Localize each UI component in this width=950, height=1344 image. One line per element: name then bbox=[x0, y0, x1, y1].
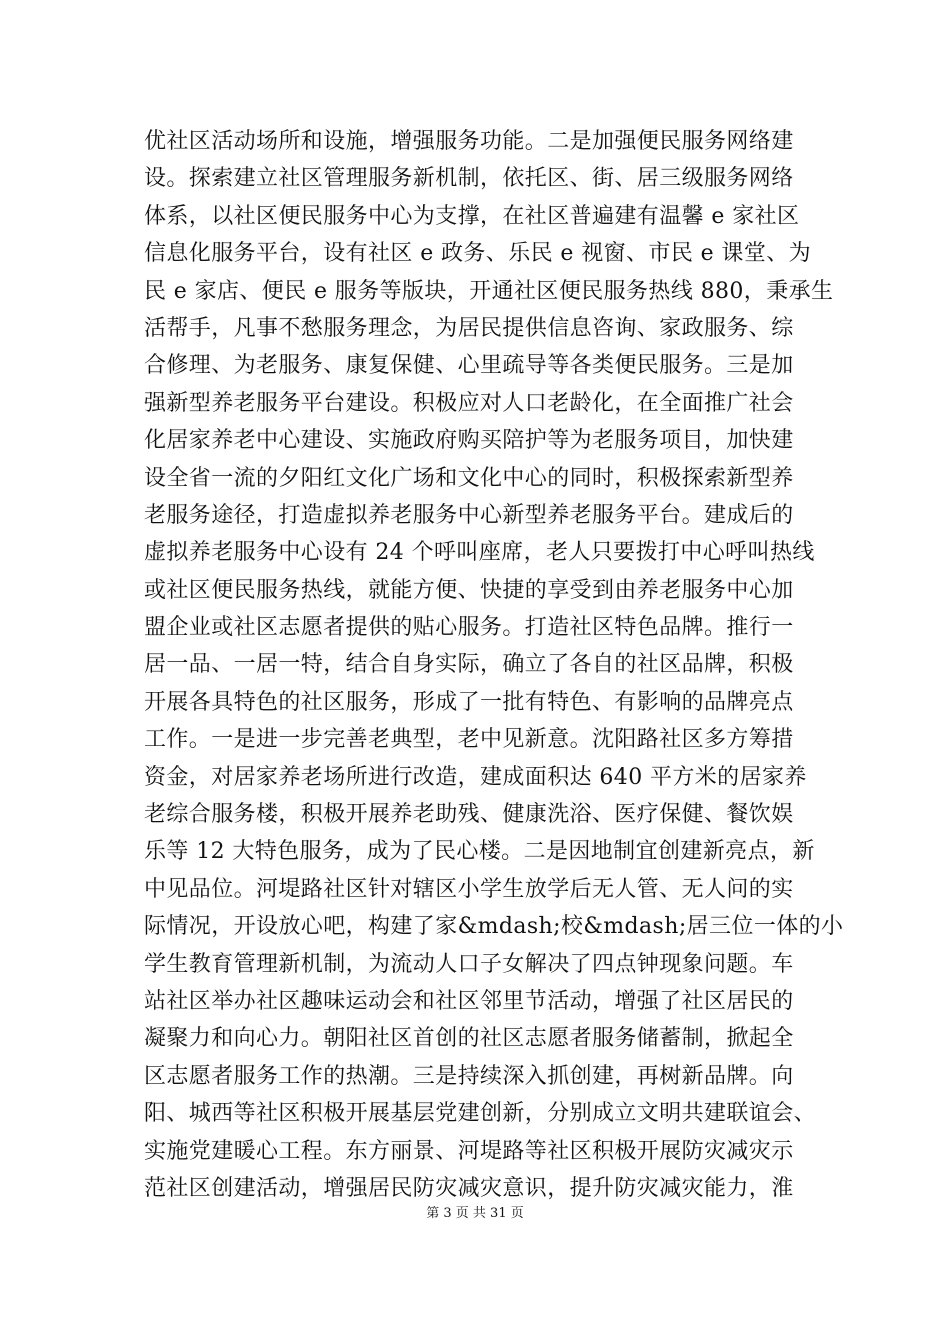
text-line: 体系，以社区便民服务中心为支撑，在社区普遍建有温馨 e 家社区 bbox=[144, 203, 800, 229]
text-line: 盟企业或社区志愿者提供的贴心服务。打造社区特色品牌。推行一 bbox=[144, 615, 794, 641]
text-line: 乐等 12 大特色服务，成为了民心楼。二是因地制宜创建新亮点，新 bbox=[144, 839, 815, 865]
text-line: 设全省一流的夕阳红文化广场和文化中心的同时，积极探索新型养 bbox=[144, 465, 794, 491]
text-line: 阳、城西等社区积极开展基层党建创新，分别成立文明共建联谊会、 bbox=[144, 1101, 817, 1127]
text-line: 民 e 家店、便民 e 服务等版块，开通社区便民服务热线 880，秉承生 bbox=[144, 278, 834, 304]
text-line: 老综合服务楼，积极开展养老助残、健康洗浴、医疗保健、餐饮娱 bbox=[144, 802, 794, 828]
text-line: 优社区活动场所和设施，增强服务功能。二是加强便民服务网络建 bbox=[144, 129, 794, 154]
text-line: 际情况，开设放心吧，构建了家&mdash;校&mdash;居三位一体的小 bbox=[144, 914, 844, 940]
text-line: 区志愿者服务工作的热潮。三是持续深入抓创建，再树新品牌。向 bbox=[144, 1063, 794, 1089]
text-line: 学生教育管理新机制，为流动人口子女解决了四点钟现象问题。车 bbox=[144, 951, 794, 977]
text-line: 合修理、为老服务、康复保健、心里疏导等各类便民服务。三是加 bbox=[144, 353, 794, 379]
text-line: 工作。一是进一步完善老典型，老中见新意。沈阳路社区多方筹措 bbox=[144, 727, 794, 753]
text-line: 凝聚力和向心力。朝阳社区首创的社区志愿者服务储蓄制，掀起全 bbox=[144, 1026, 794, 1052]
text-line: 站社区举办社区趣味运动会和社区邻里节活动，增强了社区居民的 bbox=[144, 988, 794, 1014]
text-line: 中见品位。河堤路社区针对辖区小学生放学后无人管、无人问的实 bbox=[144, 876, 794, 902]
text-line: 老服务途径，打造虚拟养老服务中心新型养老服务平台。建成后的 bbox=[144, 502, 794, 528]
text-line: 范社区创建活动，增强居民防灾减灾意识，提升防灾减灾能力，淮 bbox=[144, 1175, 794, 1201]
text-line: 设。探索建立社区管理服务新机制，依托区、街、居三级服务网络 bbox=[144, 166, 794, 192]
text-line: 居一品、一居一特，结合自身实际，确立了各自的社区品牌，积极 bbox=[144, 652, 794, 678]
text-line: 开展各具特色的社区服务，形成了一批有特色、有影响的品牌亮点 bbox=[144, 689, 794, 715]
text-line: 信息化服务平台，设有社区 e 政务、乐民 e 视窗、市民 e 课堂、为 bbox=[144, 241, 812, 267]
page-footer: 第 3 页 共 31 页 bbox=[426, 1206, 524, 1221]
text-line: 强新型养老服务平台建设。积极应对人口老龄化，在全面推广社会 bbox=[144, 390, 794, 416]
text-line: 活帮手，凡事不愁服务理念，为居民提供信息咨询、家政服务、综 bbox=[144, 315, 794, 341]
text-line: 资金，对居家养老场所进行改造，建成面积达 640 平方米的居家养 bbox=[144, 764, 807, 790]
text-line: 虚拟养老服务中心设有 24 个呼叫座席，老人只要拨打中心呼叫热线 bbox=[144, 540, 815, 566]
text-line: 实施党建暖心工程。东方丽景、河堤路等社区积极开展防灾减灾示 bbox=[144, 1138, 794, 1164]
body-text bbox=[144, 123, 844, 1207]
text-line: 或社区便民服务热线，就能方便、快捷的享受到由养老服务中心加 bbox=[144, 577, 794, 603]
text-line: 化居家养老中心建设、实施政府购买陪护等为老服务项目，加快建 bbox=[144, 428, 794, 454]
